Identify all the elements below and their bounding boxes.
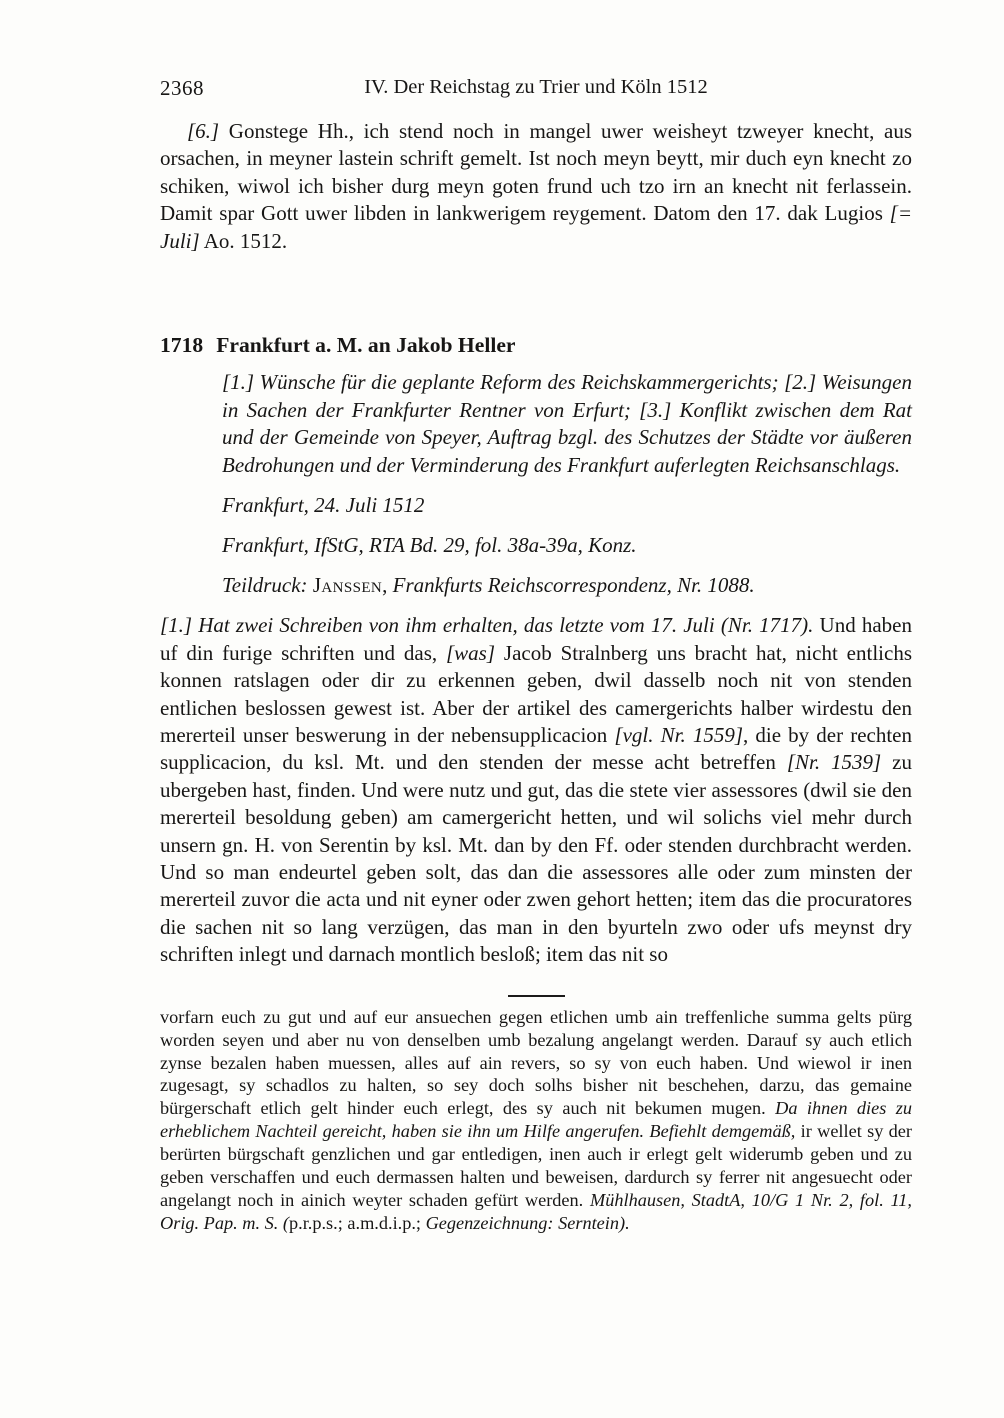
text-run: Teildruck: bbox=[222, 573, 313, 598]
page-header bbox=[160, 76, 912, 104]
text-run: Janssen bbox=[312, 573, 383, 598]
text-run: Und haben uf din furige schriften und das, bbox=[160, 613, 912, 665]
entry-heading bbox=[160, 331, 912, 359]
footnote-continuation-text bbox=[160, 1006, 912, 1235]
text-run: [= Juli] bbox=[160, 201, 912, 253]
entry-source-reference: Frankfurt, IfStG, RTA Bd. 29, fol. 38a-39a, Konz. bbox=[222, 533, 637, 558]
book-page bbox=[160, 0, 912, 1235]
text-run: [Nr. 1539] bbox=[786, 750, 882, 775]
text-run: Jacob Stralnberg uns bracht hat, nicht entlichs konnen ratslagen oder dir zu erkennen geben, dwil dasselb noch nit von stenden entlichen beslossen gewest ist. Aber der artikel des camergerichts halber wirdestu den mererteil unser beswerung in der nebensupplicacion bbox=[160, 640, 912, 748]
text-run: Gonstege Hh., ich stend noch in mangel uwer weisheyt tzweyer knecht, aus orsachen, in meyner lastein schrift gemelt. Ist noch meyn beytt, mir duch eyn knecht zo schiken, wiwol ich bisher durg meyn goten frund uch tzo irn an knecht nit ferlassein. Damit spar Gott uwer libden in lankwerigem reygement. Datom den 17. dak Lugios bbox=[160, 119, 912, 226]
text-run: p.r.p.s.; a.m.d.i.p.; bbox=[288, 1212, 422, 1233]
entry-dateline: Frankfurt, 24. Juli 1512 bbox=[222, 493, 425, 518]
text-run: Mühlhausen, StadtA, 10/G 1 Nr. 2, fol. 11, Orig. Pap. m. S. ( bbox=[160, 1189, 913, 1233]
entry-print-reference bbox=[222, 572, 912, 599]
text-run: [6.] bbox=[187, 119, 229, 143]
text-run: [1.] Hat zwei Schreiben von ihm erhalten, das letzte vom 17. Juli (Nr. 1717). bbox=[160, 613, 814, 638]
text-run: , die by der rechten supplicacion, du ksl. Mt. und den stenden der messe acht betreffen bbox=[160, 723, 912, 775]
page-number: 2368 bbox=[160, 76, 204, 100]
running-title: IV. Der Reichstag zu Trier und Köln 1512 bbox=[364, 76, 708, 98]
text-run: Frankfurts Reichscorrespondenz, Nr. 1088. bbox=[392, 573, 755, 598]
text-run: vorfarn euch zu gut und auf eur ansuechen gegen etlichen umb ain treffenliche summa gelts pürg worden seyen und aber nu von denselben umb bezalung angelangt werden. Darauf sy auch etlich zynse bezalen haben muessen, alles auf ain revers, so sy von euch haben. Und wiewol ir inen zugesagt, sy schadlos zu halten, so sey doch solhs bisher nit beschehen, darzu, das gemaine bürgerschaft etlich gelt hinder euch erlegt, des sy auch nit bekumen mugen. bbox=[160, 1006, 912, 1119]
text-run: , bbox=[382, 573, 393, 598]
entry-body-text bbox=[160, 612, 912, 968]
text-run: ir wellet sy der berürten bürgschaft genzlichen und gar entledigen, inen auch ir erlegt gelt widerumb geben und zu geben verschaffen und euch dermassen halten und beweisen, dardurch sy ferrer nit angesuecht oder angelangt noch in ainich weyter schaden gefürt werden. bbox=[160, 1121, 912, 1210]
text-run: zu ubergeben hast, finden. Und were nutz und gut, das die stete vier assessores (dwil sie den mererteil besoldung geben) am camergericht hetten, und wil solichs viel mehr durch unsern gn. H. von Serentin by ksl. Mt. dan by den Ff. oder stenden durchbracht werden. Und so man endeurtel geben solt, das dan die assessores alle oder zum minsten der mererteil zuvor die acta und nit eyner oder zwen gehort hetten; item das die procuratores die sachen nit so lang verzügen, das man in den byurteln zwo oder ufs meynst dry schriften inlegt und darnach montlich besloß; item das nit so bbox=[160, 750, 912, 967]
text-run: [vgl. Nr. 1559] bbox=[614, 723, 743, 748]
text-run: Ao. 1512. bbox=[199, 228, 288, 253]
entry-title: Frankfurt a. M. an Jakob Heller bbox=[216, 333, 516, 358]
text-run: [was] bbox=[446, 640, 496, 665]
entry-summary bbox=[222, 369, 912, 479]
text-run: Da ihnen dies zu erheblichem Nachteil gereicht, haben sie ihn um Hilfe angerufen. Befiehlt demgemäß, bbox=[160, 1098, 913, 1142]
entry-number: 1718 bbox=[160, 333, 204, 358]
footnote-separator-rule bbox=[508, 995, 565, 997]
paragraph-6 bbox=[160, 118, 912, 255]
text-run: [1.] Wünsche für die geplante Reform des Reichskammergerichts; [2.] Weisungen in Sachen der Frankfurter Rentner von Erfurt; [3.] Konflikt zwischen dem Rat und der Gemeinde von Speyer, Auftrag bzgl. des Schutzes der Städte vor äußeren Bedrohungen und der Verminderung des Frankfurt auferlegten Reichsanschlags. bbox=[222, 370, 912, 477]
text-run: Gegenzeichnung: Serntein). bbox=[421, 1212, 630, 1233]
